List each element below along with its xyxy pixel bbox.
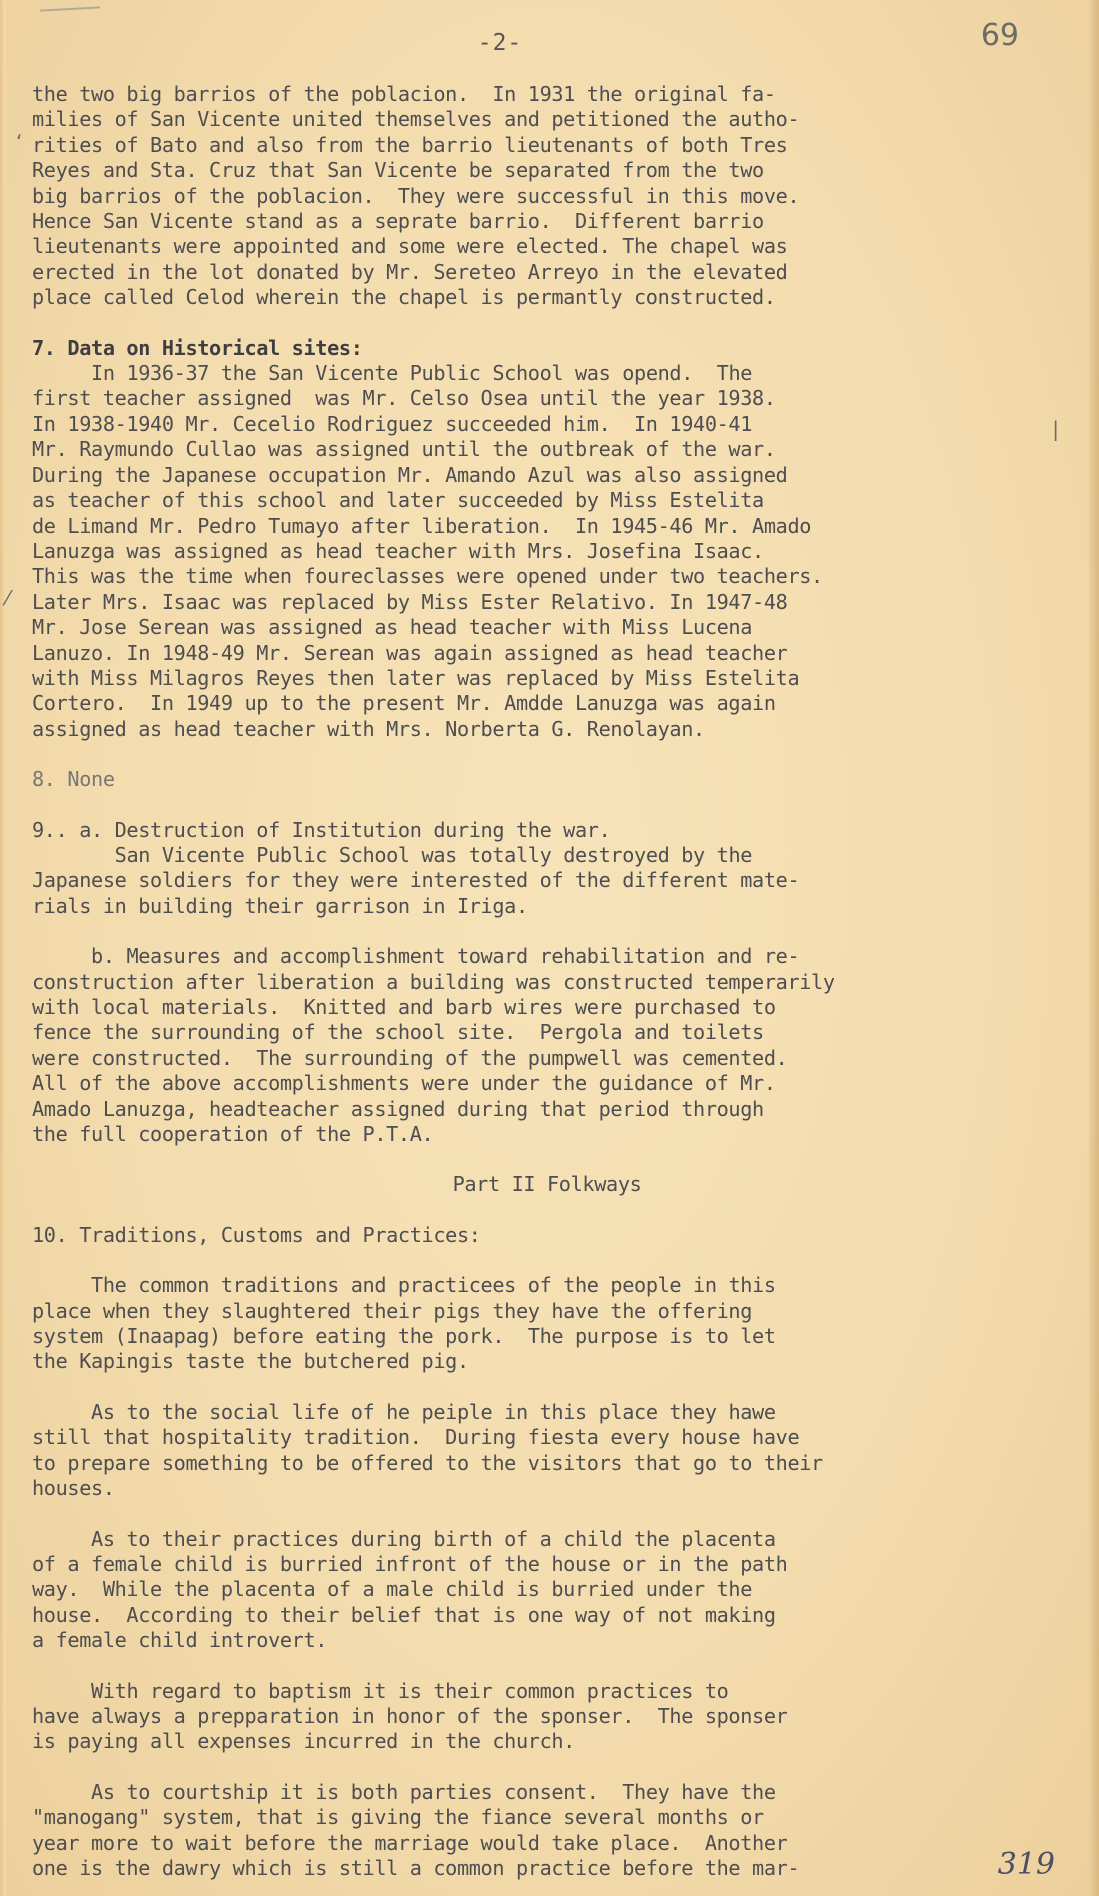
paper-edge-left xyxy=(0,0,6,1896)
folio-number: 69 xyxy=(980,18,1019,53)
paper-edge-right xyxy=(1089,0,1099,1896)
document-body xyxy=(32,82,1062,1881)
paragraph-traditions-pigs: The common traditions and practicees of the people in this place when they slaughtered their pigs they have the offering system (Inaapag) before eating the pork. The purpose is to let the Kapingis taste the butchered pig. xyxy=(32,1273,776,1374)
section-8: 8. None xyxy=(32,767,115,792)
margin-tick-mark: ⁄ xyxy=(6,586,10,610)
paragraph-social-life: As to the social life of he peiple in this place they hawe still that hospitality tradition. During fiesta every house have to prepare something to be offered to the visitors that go to their houses. xyxy=(32,1399,823,1501)
paragraph-baptism: With regard to baptism it is their common practices to have always a prepparation in honor of the sponser. The sponser is paying all expenses incurred in the church. xyxy=(32,1678,788,1754)
handwritten-number: 319 xyxy=(997,1847,1055,1882)
section-7-heading: 7. Data on Historical sites: xyxy=(32,335,363,360)
part-2-heading: Part II Folkways xyxy=(452,1172,642,1197)
paragraph-rehabilitation: b. Measures and accomplishment toward rehabilitation and re- construction after liberation a building was constructed temperarily with local materials. Knitted and barb wires were purchased to fence the surrounding of the school site. Pergola and toilets were constructed. The surrounding of the pumpwell was cemented. All of the above accomplishments were under the guidance of Mr. Amado Lanuzga, headteacher assigned during that period through the full cooperation of the P.T.A. xyxy=(32,944,835,1147)
margin-tick-mark: ʻ xyxy=(16,130,23,154)
paragraph-historical-sites: In 1936-37 the San Vicente Public School was opend. The first teacher assigned was Mr. Celso Osea until the year 1938. In 1938-1940 Mr. Cecelio Rodriguez succeeded him. In 1940-41 Mr. Raymundo Cullao was assigned until the outbreak of the war. During the Japanese occupation Mr. Amando Azul was also assigned as teacher of this school and later succeeded by Miss Estelita de Limand Mr. Pedro Tumayo after liberation. In 1945-46 Mr. Amado Lanuzga was assigned as head teacher with Mrs. Josefina Isaac. This was the time when foureclasses were opened under two teachers. Later Mrs. Isaac was replaced by Miss Ester Relativo. In 1947-48 Mr. Jose Serean was assigned as head teacher with Miss Lucena Lanuzo. In 1948-49 Mr. Serean was again assigned as head teacher with Miss Milagros Reyes then later was replaced by Miss Estelita Cortero. In 1949 up to the present Mr. Amdde Lanuzga was again assigned as head teacher with Mrs. Norberta G. Renolayan. xyxy=(32,361,823,741)
pencil-mark xyxy=(40,6,100,11)
paragraph-birth-practices: As to their practices during birth of a child the placenta of a female child is burried infront of the house or in the path way. While the placenta of a male child is burried under the house. According to their belief that is one way of not making a female child introvert. xyxy=(32,1526,788,1653)
section-10-heading: 10. Traditions, Customs and Practices: xyxy=(32,1222,481,1247)
paragraph-courtship: As to courtship it is both parties consent. They have the "manogang" system, that is giving the fiance several months or year more to wait before the marriage would take place. Another one is the dawry which is still a common practice before the mar- xyxy=(32,1779,800,1880)
page-number: -2- xyxy=(477,30,523,56)
paragraph-intro: the two big barrios of the poblacion. In 1931 the original fa- milies of San Vicente united themselves and petitioned the autho- rities of Bato and also from the barrio lieutenants of both Tres Reyes and Sta. Cruz that San Vicente be separated from the two big barrios of the poblacion. They were successful in this move. Hence San Vicente stand as a seprate barrio. Different barrio lieutenants were appointed and some were elected. The chapel was erected in the lot donated by Mr. Sereteo Arreyo in the elevated place called Celod wherein the chapel is permantly constructed. xyxy=(32,82,800,310)
margin-tick-mark: | xyxy=(1052,417,1059,441)
paragraph-destruction: 9.. a. Destruction of Institution during the war. San Vicente Public School was totally destroyed by the Japanese soldiers for they were interested of the different mate- rials in building their garrison in Iriga. xyxy=(32,817,800,918)
